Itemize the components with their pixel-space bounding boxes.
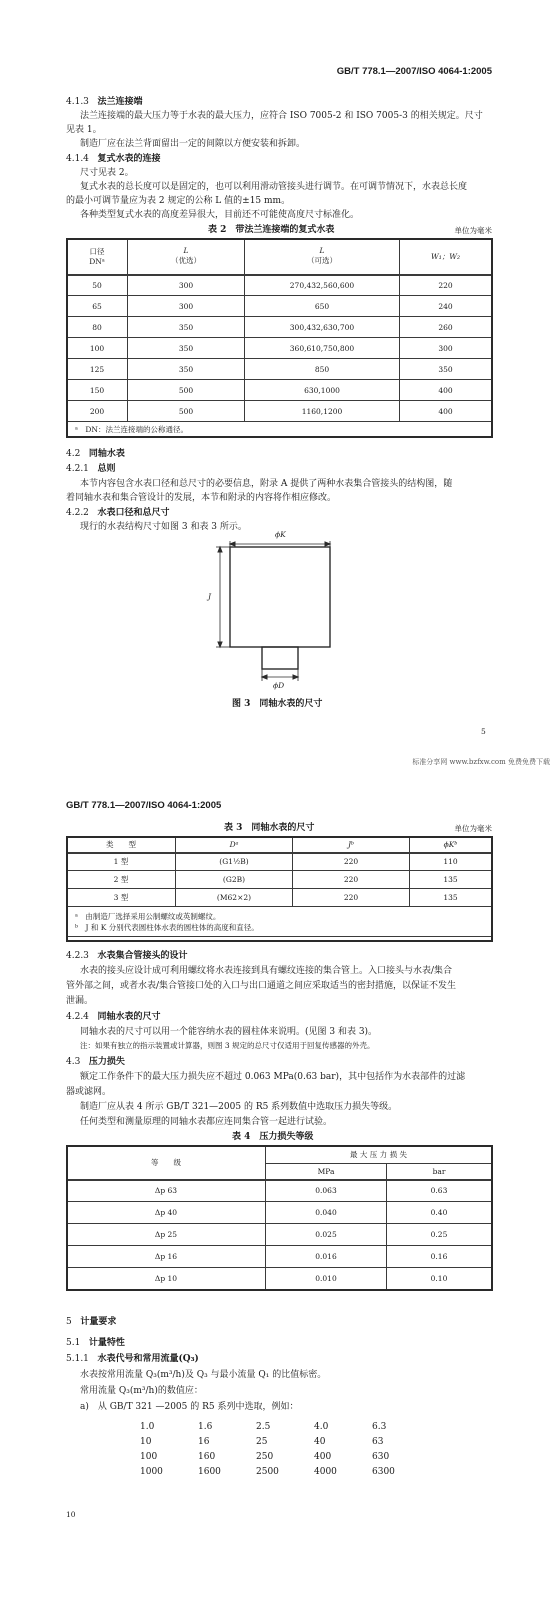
table-cell: 0.040 [266,1202,387,1224]
r5-value: 250 [256,1452,274,1462]
r5-value: 25 [256,1437,268,1447]
table-note-row [67,422,492,438]
section-title: 法兰连接端 [97,97,143,107]
table-cell: 135 [410,871,492,889]
section-title: 水表口径和总尺寸 [97,508,170,518]
table-cell: 650 [245,296,400,317]
section-title: 水表集合管接头的设计 [97,951,188,961]
section-number: 4.2.2 [66,508,89,518]
table-row [67,296,492,317]
r5-value: 63 [372,1437,384,1447]
paragraph: 同轴水表的尺寸可以用一个能容纳水表的圆柱体来说明。(见图 3 和表 3)。 [80,1027,378,1037]
paragraph: 水表的接头应设计成可利用螺纹将水表连接到具有螺纹连接的集合管上。入口接头与水表/集合 [80,966,453,976]
page2-header: GB/T 778.1—2007/ISO 4064-1:2005 [66,800,222,811]
r5-value: 16 [198,1437,210,1447]
table-cell: 500 [128,380,245,401]
section-4-2-3-heading [66,950,188,962]
table-row [67,889,492,907]
table-cell: 125 [67,359,128,380]
table-row [67,401,492,422]
table-note-a: ᵃ 由制造厂选择采用公制螺纹或英制螺纹。 [75,911,221,921]
r5-value: 1000 [140,1467,163,1477]
section-4-2-2-heading [66,507,170,519]
table-row [67,1180,492,1202]
section-number: 5.1.1 [66,1354,89,1364]
section-title: 同轴水表的尺寸 [97,1012,161,1022]
table-cell: 200 [67,401,128,422]
table-cell: (G2B) [176,871,293,889]
r5-value: 400 [314,1452,332,1462]
table-row [67,317,492,338]
table-cell: Δp 63 [67,1180,266,1202]
table-cell: 350 [400,359,492,380]
r5-value: 6.3 [372,1422,387,1432]
table-row [67,853,492,871]
table-note-row [67,907,492,937]
table-cell: 0.16 [387,1246,492,1268]
section-4-3-heading [66,1056,125,1068]
table-cell: Δp 25 [67,1224,266,1246]
table-cell: 220 [293,889,410,907]
paragraph: 额定工作条件下的最大压力损失应不超过 0.063 MPa(0.63 bar)，其中包括作为水表部件的过滤 [80,1072,466,1082]
table-cell: 1 型 [67,853,176,871]
paragraph: 的最小可调节量应为表 2 规定的公称 L 值的±15 mm。 [66,196,291,206]
table-cell: 0.016 [266,1246,387,1268]
table-cell: 150 [67,380,128,401]
table-cell: 0.010 [266,1268,387,1290]
r5-value: 160 [198,1452,216,1462]
table-cell: 1160,1200 [245,401,400,422]
table-cell: 300 [128,275,245,296]
r5-value: 630 [372,1452,390,1462]
table-cell: 360,610,750,800 [245,338,400,359]
section-title: 同轴水表 [88,449,125,459]
paragraph: 着同轴水表和集合管设计的发展，本节和附录的内容将作相应修改。 [66,493,337,503]
section-4-2-heading [66,448,125,460]
table-3 [66,836,492,937]
table-cell: 0.25 [387,1224,492,1246]
table-cell: (M62×2) [176,889,293,907]
section-number: 4.2.3 [66,951,89,961]
table-cell: 350 [128,317,245,338]
section-number: 5.1 [66,1338,81,1348]
table-cell: 270,432,560,600 [245,275,400,296]
dimension-k-label: ϕK [275,530,286,539]
table-cell: 0.063 [266,1180,387,1202]
table-cell: 220 [293,853,410,871]
section-title: 复式水表的连接 [97,154,161,164]
note: 注：如果有独立的指示装置或计算器，则图 3 规定的总尺寸仅适用于回复传感器的外壳。 [80,1041,375,1050]
r5-value: 1600 [198,1467,221,1477]
r5-value: 2.5 [256,1422,271,1432]
table-3-unit: 单位为毫米 [454,824,492,833]
section-number: 4.3 [66,1057,81,1067]
table-row [67,275,492,296]
section-4-1-3-heading [66,96,143,108]
section-number: 4.2.4 [66,1012,89,1022]
table-cell: (G1½B) [176,853,293,871]
table-cell: Δp 40 [67,1202,266,1224]
table-cell: 300 [128,296,245,317]
paragraph: 泄漏。 [66,996,94,1006]
table-cell: 630,1000 [245,380,400,401]
table-cell: 500 [128,401,245,422]
section-4-1-4-heading [66,153,161,165]
r5-value: 1.0 [140,1422,155,1432]
table-cell: 110 [410,853,492,871]
page-number: 10 [66,1510,76,1519]
section-number: 4.1.4 [66,154,89,164]
table-header-cell: 等 级 [67,1146,266,1180]
table-cell: 0.40 [387,1202,492,1224]
table-cell: Δp 10 [67,1268,266,1290]
paragraph: 各种类型复式水表的高度差异很大，目前还不可能使高度尺寸标准化。 [80,210,360,220]
table-row [67,1246,492,1268]
section-5-heading [66,1316,116,1328]
paragraph: 尺寸见表 2。 [80,168,134,178]
table-row [67,359,492,380]
paragraph: 复式水表的总长度可以是固定的，也可以利用滑动管接头进行调节。在可调节情况下，水表总长度 [80,182,468,192]
table-cell: 0.10 [387,1268,492,1290]
paragraph: 制造厂应在法兰背面留出一定的间隙以方便安装和拆卸。 [80,139,306,149]
table-cell: 350 [128,359,245,380]
table-cell: 0.63 [387,1180,492,1202]
table-header-cell: ϕKᵇ [410,837,492,853]
section-title: 水表代号和常用流量(Q₃) [97,1354,199,1364]
section-number: 4.2.1 [66,464,89,474]
table-row [67,380,492,401]
table-row [67,1268,492,1290]
table-header-cell: Dᵃ [176,837,293,853]
table-note: ᵃ DN：法兰连接端的公称通径。 [67,422,492,438]
section-5-1-heading [66,1337,125,1349]
table-note [67,907,492,937]
table-row [67,871,492,889]
section-title: 总则 [97,464,116,474]
table-header-cell: L （可选） [245,239,400,275]
table-cell: 80 [67,317,128,338]
section-5-1-1-heading [66,1353,199,1365]
table-cell: Δp 16 [67,1246,266,1268]
dimension-j-label: J [208,592,212,601]
r5-value: 4.0 [314,1422,329,1432]
paragraph: 本节内容包含水表口径和总尺寸的必要信息，附录 A 提供了两种水表集合管接头的结构图，随 [80,479,453,489]
page1-header: GB/T 778.1—2007/ISO 4064-1:2005 [336,66,492,77]
r5-value: 6300 [372,1467,395,1477]
table-cell: 3 型 [67,889,176,907]
table-cell: 260 [400,317,492,338]
table-cell: 400 [400,401,492,422]
paragraph: 制造厂应从表 4 所示 GB/T 321—2005 的 R5 系列数值中选取压力损失等级。 [80,1102,398,1112]
table-cell: 2 型 [67,871,176,889]
watermark: 标准分享网 www.bzfxw.com 免费免费下载 [412,758,550,766]
r5-value: 10 [140,1437,152,1447]
table-cell: 300,432,630,700 [245,317,400,338]
figure-3-caption: 图 3 同轴水表的尺寸 [232,699,323,709]
table-cell: 240 [400,296,492,317]
table-cell: 400 [400,380,492,401]
section-title: 计量要求 [80,1317,117,1327]
table-cell: 100 [67,338,128,359]
r5-series-grid [140,1421,430,1478]
table-cell: 300 [400,338,492,359]
table-header-cell: 口径 DNᵃ [67,239,128,275]
section-number: 5 [66,1317,72,1327]
paragraph: 任何类型和测量原理的同轴水表都应连同集合管一起进行试验。 [80,1117,333,1127]
table-header-cell: bar [387,1164,492,1180]
table-cell: 0.025 [266,1224,387,1246]
paragraph: 管外部之间，或者水表/集合管接口处的入口与出口通道之间应采取适当的密封措施，以保证不发生 [66,981,457,991]
paragraph: 法兰连接端的最大压力等于水表的最大压力，应符合 ISO 7005-2 和 ISO 7005-3 的相关规定。尺寸 [80,111,483,121]
table-cell: 220 [400,275,492,296]
section-title: 压力损失 [88,1057,125,1067]
table-header-cell: Jᵇ [293,837,410,853]
table-3-title: 表 3 同轴水表的尺寸 [224,823,315,833]
table-4-title: 表 4 压力损失等级 [232,1132,314,1142]
paragraph: 现行的水表结构尺寸如图 3 和表 3 所示。 [80,522,247,532]
table-header-cell: 类 型 [67,837,176,853]
table-cell: 850 [245,359,400,380]
paragraph: 水表按常用流量 Q₃(m³/h)及 Q₃ 与最小流量 Q₁ 的比值标密。 [80,1370,327,1380]
table-cell: 50 [67,275,128,296]
table-2 [66,238,492,438]
list-item-a: a) 从 GB/T 321 —2005 的 R5 系列中选取，例如： [80,1402,299,1412]
paragraph: 见表 1。 [66,125,102,135]
section-title: 计量特性 [88,1338,125,1348]
section-4-2-1-heading [66,463,116,475]
paragraph: 常用流量 Q₃(m³/h)的数值应： [80,1386,203,1396]
section-number: 4.1.3 [66,97,89,107]
page-number: 5 [481,727,486,736]
table-header-cell: 最 大 压 力 损 失 [266,1146,492,1164]
table-cell: 135 [410,889,492,907]
table-cell: 220 [293,871,410,889]
table-4 [66,1145,492,1290]
table-row [67,338,492,359]
paragraph: 器或滤网。 [66,1087,112,1097]
table-2-unit: 单位为毫米 [454,226,492,235]
section-number: 4.2 [66,449,81,459]
table-cell: 350 [128,338,245,359]
dimension-d-label: ϕD [273,681,285,690]
r5-value: 4000 [314,1467,337,1477]
r5-value: 2500 [256,1467,279,1477]
r5-value: 100 [140,1452,158,1462]
table-row [67,1224,492,1246]
table-row [67,1202,492,1224]
table-cell: 65 [67,296,128,317]
table-header-cell: L （优选） [128,239,245,275]
table-note-b: ᵇ J 和 K 分别代表圆柱体水表的圆柱体的高度和直径。 [75,922,259,932]
table-header-cell: W₁；W₂ [400,239,492,275]
table-header-cell: MPa [266,1164,387,1180]
section-4-2-4-heading [66,1011,161,1023]
r5-value: 1.6 [198,1422,213,1432]
table-2-title: 表 2 带法兰连接端的复式水表 [208,225,335,235]
r5-value: 40 [314,1437,326,1447]
